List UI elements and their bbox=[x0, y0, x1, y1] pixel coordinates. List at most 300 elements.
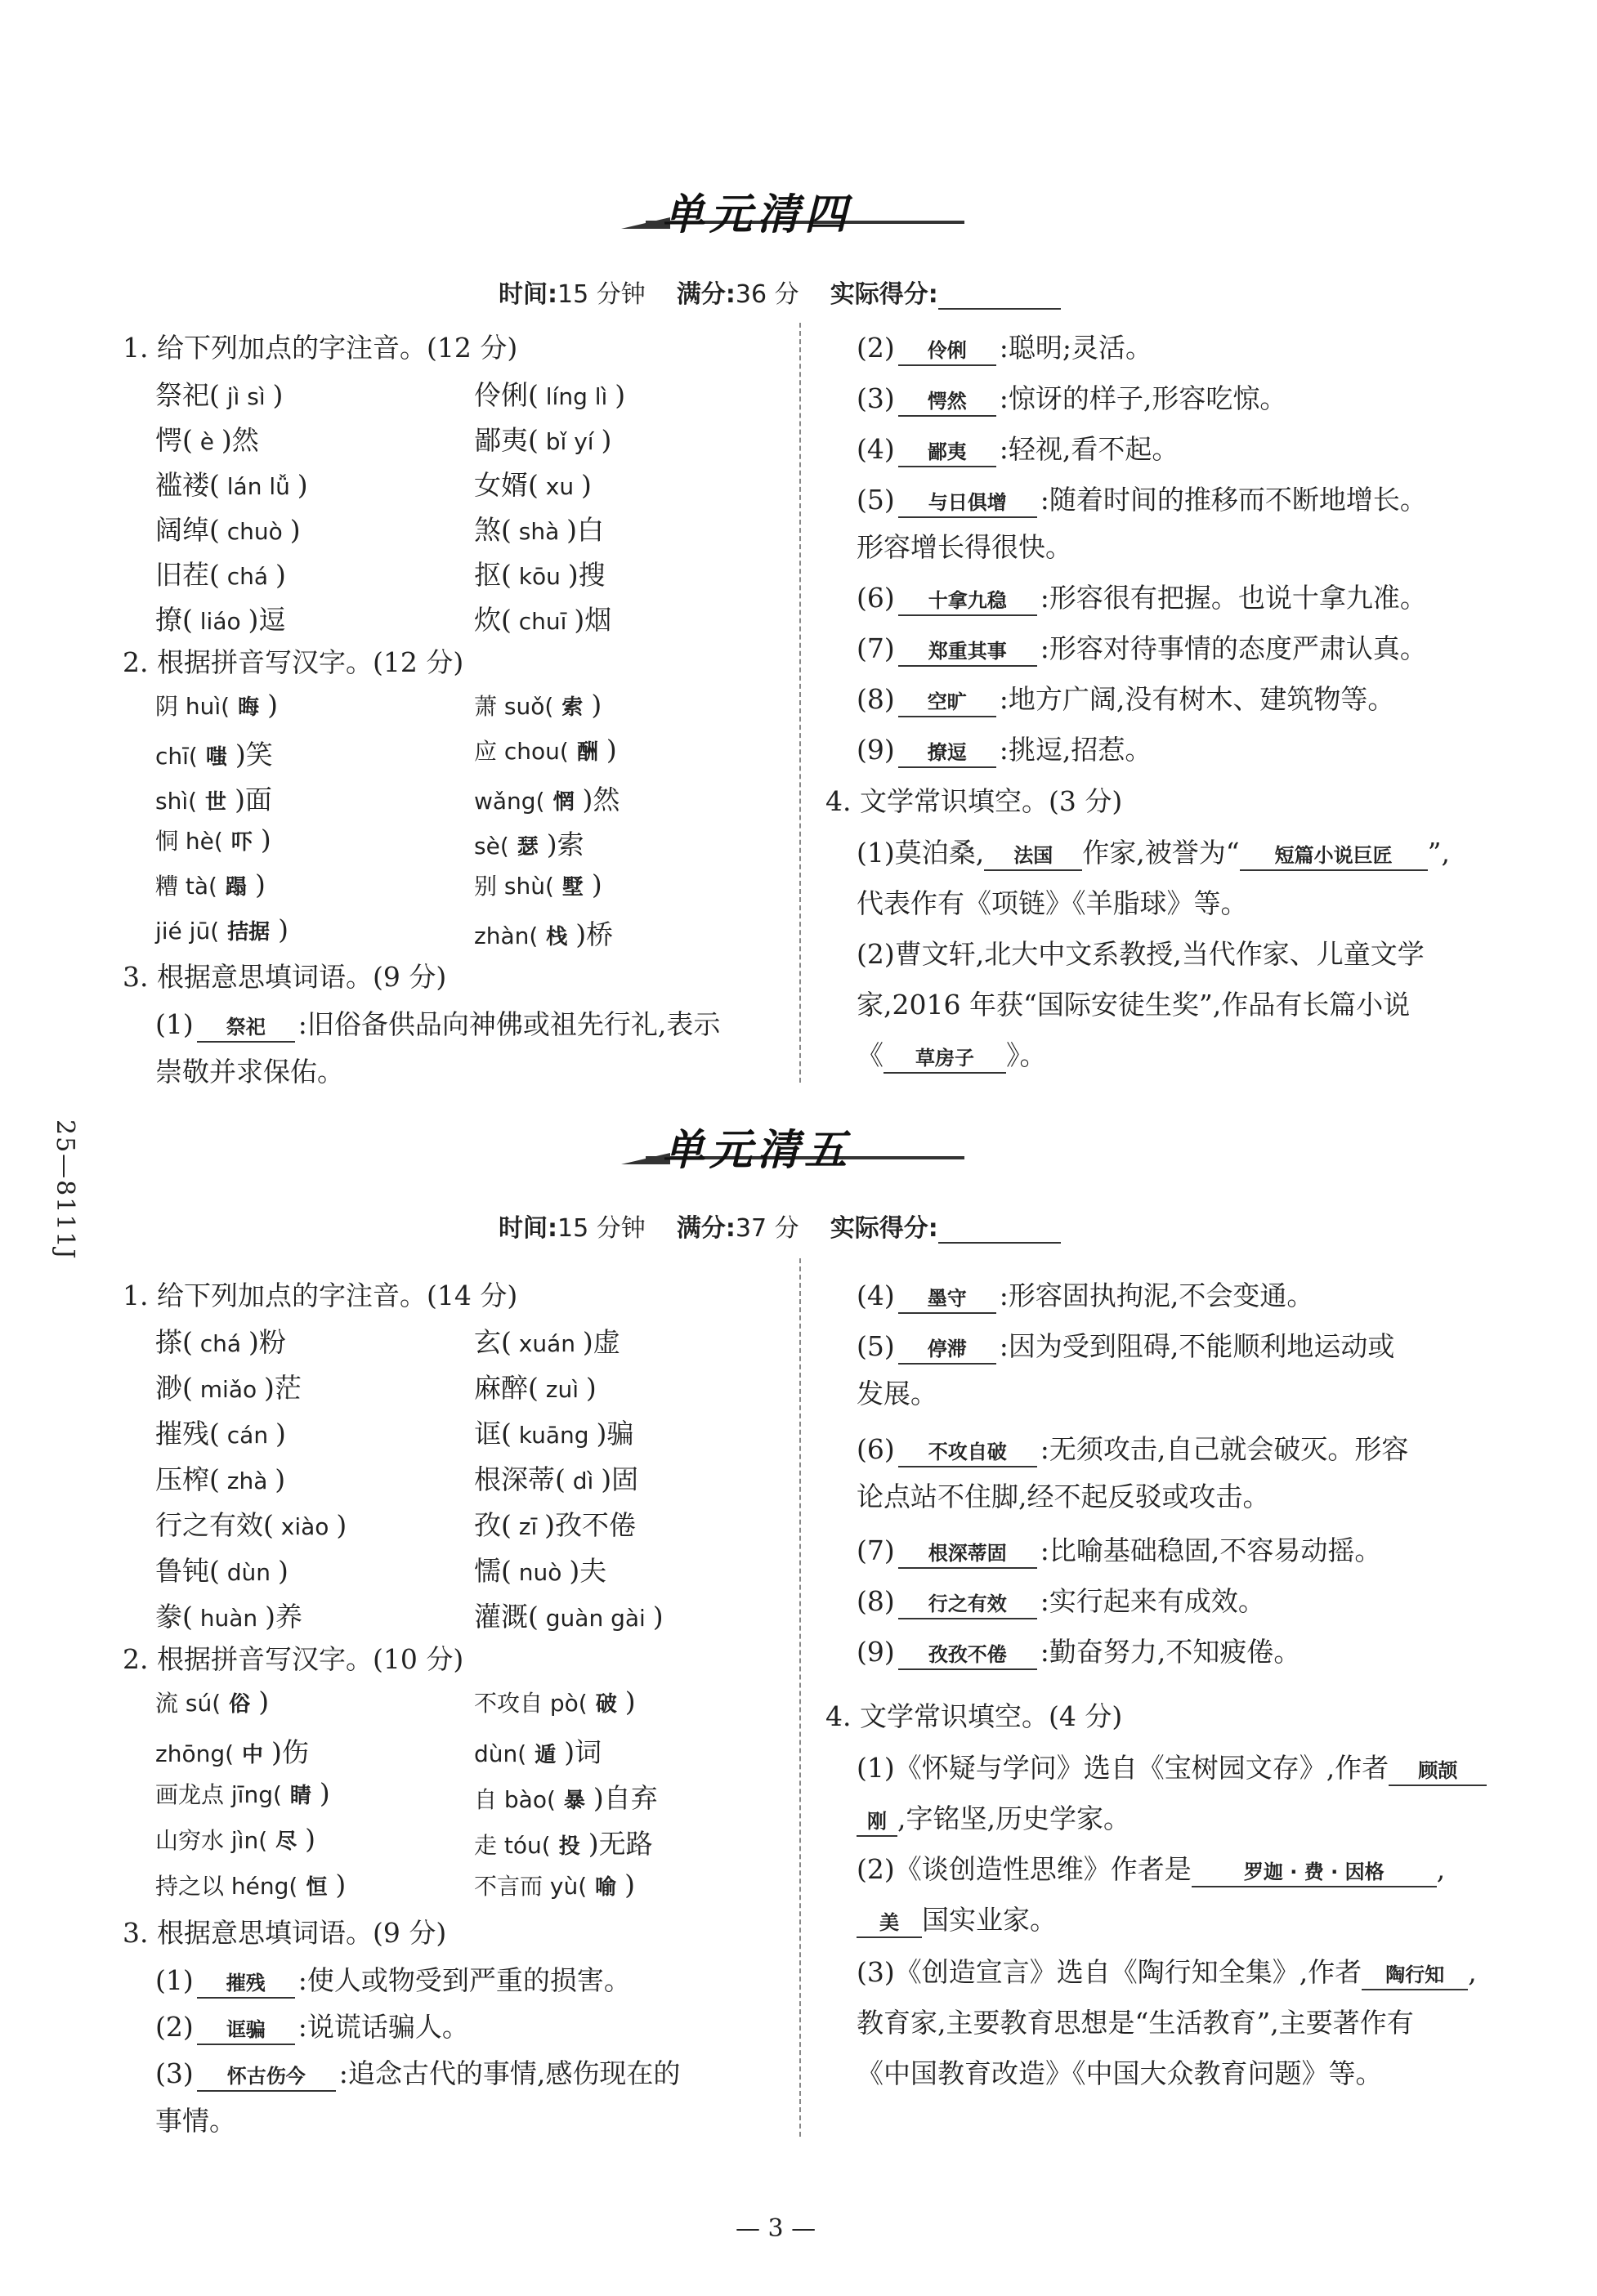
word-post: ) bbox=[267, 689, 278, 721]
pinyin-answer: dì bbox=[565, 1467, 602, 1494]
answer-blank: 诓骗 bbox=[197, 2016, 295, 2045]
hanzi-item bbox=[155, 869, 266, 901]
pinyin-prompt: 自 bào( bbox=[474, 1786, 556, 1813]
pinyin-prompt: 持之以 héng( bbox=[155, 1873, 298, 1900]
pinyin-prompt: 走 tóu( bbox=[474, 1832, 551, 1859]
word-pre: 女婿( bbox=[474, 469, 539, 501]
definition-continued: 形容增长得很快。 bbox=[857, 531, 1072, 563]
word-post: )逗 bbox=[248, 604, 286, 636]
pinyin-prompt: sè( bbox=[474, 833, 509, 860]
pinyin-item bbox=[155, 554, 286, 592]
definition-text: :形容对待事情的态度严肃认真。 bbox=[1040, 632, 1427, 664]
hanzi-item bbox=[155, 1686, 269, 1718]
answer-blank: 行之有效 bbox=[898, 1590, 1037, 1619]
actual-score-blank bbox=[938, 1219, 1061, 1244]
pinyin-item bbox=[474, 1321, 620, 1360]
pinyin-answer: chá bbox=[192, 1330, 248, 1357]
hanzi-answer: 蹋 bbox=[225, 875, 247, 900]
pinyin-item bbox=[474, 1504, 636, 1543]
pinyin-prompt: dùn( bbox=[474, 1740, 527, 1767]
hanzi-item bbox=[155, 1731, 309, 1770]
word-post: ) bbox=[336, 1509, 347, 1541]
answer-blank: 怀古伤今 bbox=[197, 2062, 336, 2092]
pinyin-answer: huàn bbox=[192, 1605, 266, 1632]
word-post: ) bbox=[260, 824, 271, 855]
word-pre: 压榨( bbox=[155, 1463, 220, 1495]
hanzi-answer: 墅 bbox=[561, 875, 584, 900]
unit4-q4-p2: (2)曹文轩,北大中文系教授,当代作家、儿童文学 bbox=[857, 938, 1425, 970]
word-post: )笑 bbox=[235, 739, 273, 771]
definition-item bbox=[155, 1003, 720, 1043]
item-number: (9) bbox=[857, 734, 895, 766]
unit4-meta: 时间:15 分钟 满分:36 分 实际得分: bbox=[499, 274, 1061, 310]
hanzi-item bbox=[155, 1777, 330, 1810]
item-number: (3) bbox=[155, 2057, 194, 2089]
hanzi-answer: 瑟 bbox=[517, 835, 539, 860]
word-pre: 懦( bbox=[474, 1555, 512, 1587]
definition-text: :地方广阔,没有树木、建筑物等。 bbox=[999, 683, 1395, 715]
unit4-title: 单元清四 bbox=[662, 190, 852, 239]
unit4-q4-heading: 4. 文学常识填空。(3 分) bbox=[825, 785, 1123, 817]
pinyin-answer: jì sì bbox=[219, 383, 273, 410]
word-pre: 行之有效( bbox=[155, 1509, 274, 1541]
pinyin-answer: bǐ yí bbox=[538, 428, 602, 455]
pinyin-answer: chá bbox=[219, 563, 275, 590]
answer-blank: 罗迦 · 费 · 因格 bbox=[1192, 1858, 1437, 1887]
answer-blank: 墨守 bbox=[898, 1284, 996, 1314]
answer-blank: 愕然 bbox=[898, 387, 996, 417]
pinyin-answer: kōu bbox=[511, 563, 568, 590]
definition-text: :惊讶的样子,形容吃惊。 bbox=[999, 382, 1287, 414]
definition-text: :因为受到阻碍,不能顺利地运动或 bbox=[999, 1330, 1395, 1362]
pinyin-answer: chuī bbox=[511, 608, 575, 635]
pinyin-prompt: 山穷水 jìn( bbox=[155, 1827, 268, 1854]
pinyin-prompt: 别 shù( bbox=[474, 873, 554, 900]
word-pre: 旧茬( bbox=[155, 559, 220, 591]
hanzi-answer: 吓 bbox=[230, 830, 253, 855]
word-post: ) bbox=[581, 469, 592, 501]
pinyin-item bbox=[155, 1413, 286, 1451]
pinyin-prompt: 画龙点 jīng( bbox=[155, 1781, 282, 1808]
definition-text: :说谎话骗人。 bbox=[297, 2011, 469, 2043]
pinyin-item bbox=[474, 1413, 633, 1451]
word-post: ) bbox=[585, 1372, 597, 1404]
word-post: )粉 bbox=[248, 1326, 286, 1358]
unit4-q2-heading: 2. 根据拼音写汉字。(12 分) bbox=[123, 646, 464, 678]
hanzi-item bbox=[474, 913, 613, 952]
hanzi-item bbox=[474, 824, 584, 862]
definition-text: :勤奋努力,不知疲倦。 bbox=[1040, 1636, 1301, 1668]
hanzi-answer: 暴 bbox=[563, 1789, 585, 1813]
item-number: (3) bbox=[857, 382, 895, 414]
definition-continued: 发展。 bbox=[857, 1378, 937, 1409]
pinyin-item bbox=[155, 464, 308, 503]
pinyin-prompt: 糟 tà( bbox=[155, 873, 217, 900]
answer-blank: 根深蒂固 bbox=[898, 1539, 1037, 1569]
hanzi-item bbox=[474, 1869, 635, 1901]
pinyin-item bbox=[474, 1550, 606, 1588]
hanzi-item bbox=[155, 734, 273, 772]
pinyin-item bbox=[474, 1458, 638, 1497]
hanzi-answer: 酬 bbox=[576, 740, 598, 765]
word-post: ) bbox=[275, 559, 286, 591]
hanzi-item bbox=[474, 1686, 636, 1718]
hanzi-answer: 栈 bbox=[546, 925, 568, 949]
definition-text: :比喻基础稳固,不容易动摇。 bbox=[1040, 1534, 1382, 1566]
pinyin-answer: xu bbox=[538, 473, 581, 500]
answer-blank: 空旷 bbox=[898, 688, 996, 717]
word-post: ) bbox=[278, 913, 289, 945]
word-pre: 愕( bbox=[155, 424, 193, 456]
pinyin-prompt: 阴 huì( bbox=[155, 693, 230, 720]
answer-blank: 美 bbox=[857, 1909, 922, 1938]
word-post: ) bbox=[275, 1418, 286, 1450]
hanzi-answer: 中 bbox=[242, 1743, 264, 1767]
hanzi-item bbox=[155, 913, 289, 945]
unit4-title-block bbox=[621, 180, 964, 253]
hanzi-answer: 惘 bbox=[552, 790, 575, 815]
hanzi-answer: 睛 bbox=[289, 1784, 311, 1808]
word-pre: 孜( bbox=[474, 1509, 512, 1541]
word-post: )然 bbox=[582, 784, 620, 815]
item-number: (8) bbox=[857, 1585, 895, 1617]
word-pre: 抠( bbox=[474, 559, 512, 591]
word-post: )索 bbox=[546, 829, 584, 860]
answer-blank: 鄙夷 bbox=[898, 438, 996, 467]
hanzi-item bbox=[474, 869, 602, 901]
hanzi-answer: 遁 bbox=[535, 1743, 557, 1767]
pinyin-item bbox=[474, 509, 604, 547]
item-number: (4) bbox=[857, 433, 895, 465]
hanzi-item bbox=[155, 689, 278, 721]
pinyin-prompt: chī( bbox=[155, 743, 198, 770]
word-post: ) bbox=[615, 379, 626, 411]
definition-item bbox=[857, 1580, 1265, 1619]
word-post: )孜不倦 bbox=[544, 1509, 637, 1541]
answer-blank: 草房子 bbox=[883, 1044, 1006, 1074]
definition-continued: 论点站不住脚,经不起反驳或攻击。 bbox=[857, 1481, 1270, 1512]
item-number: (1) bbox=[155, 1964, 194, 1996]
word-post: )自弃 bbox=[593, 1782, 658, 1814]
definition-item bbox=[857, 678, 1394, 717]
definition-item bbox=[155, 1959, 631, 1999]
item-number: (2) bbox=[155, 2011, 194, 2043]
answer-blank: 停滞 bbox=[898, 1335, 996, 1365]
pinyin-answer: cán bbox=[219, 1422, 275, 1449]
answer-blank: 不攻自破 bbox=[898, 1438, 1037, 1467]
word-post: ) bbox=[624, 1686, 636, 1718]
definition-continued: 事情。 bbox=[155, 2105, 236, 2137]
word-post: )虚 bbox=[582, 1326, 620, 1358]
unit5-q4-p3-cont2: 《中国教育改造》《中国大众教育问题》等。 bbox=[857, 2057, 1383, 2089]
word-pre: 根深蒂( bbox=[474, 1463, 566, 1495]
hanzi-item bbox=[474, 1777, 658, 1816]
hanzi-answer: 世 bbox=[205, 790, 227, 815]
pinyin-answer: guàn gài bbox=[538, 1605, 653, 1632]
word-post: ) bbox=[591, 869, 602, 900]
unit5-q4-p3: (3)《创造宣言》选自《陶行知全集》,作者 陶行知 , bbox=[857, 1951, 1477, 1990]
definition-item bbox=[857, 1530, 1381, 1569]
hanzi-answer: 拮据 bbox=[227, 920, 271, 945]
word-pre: 鲁钝( bbox=[155, 1555, 220, 1587]
hanzi-answer: 恒 bbox=[306, 1875, 328, 1900]
word-post: )烟 bbox=[574, 604, 612, 636]
word-post: ) bbox=[606, 734, 617, 766]
word-post: ) bbox=[601, 424, 612, 456]
pinyin-prompt: 不言而 yù( bbox=[474, 1873, 588, 1900]
definition-continued: 崇敬并求保佑。 bbox=[155, 1056, 344, 1088]
hanzi-answer: 尽 bbox=[275, 1829, 297, 1854]
word-post: ) bbox=[652, 1601, 664, 1633]
word-post: ) bbox=[277, 1555, 289, 1587]
unit5-q1-heading: 1. 给下列加点的字注音。(14 分) bbox=[123, 1280, 518, 1311]
pinyin-answer: zuì bbox=[538, 1376, 586, 1403]
unit4-q4-p2-cont2: 《 草房子 》。 bbox=[857, 1034, 1047, 1074]
definition-text: :轻视,看不起。 bbox=[999, 433, 1179, 465]
hanzi-item bbox=[155, 824, 271, 856]
pinyin-answer: dùn bbox=[219, 1559, 278, 1586]
definition-item bbox=[857, 1428, 1408, 1467]
definition-item bbox=[857, 729, 1152, 768]
answer-blank: 撩逗 bbox=[898, 739, 996, 768]
hanzi-item bbox=[474, 689, 602, 721]
item-number: (9) bbox=[857, 1636, 895, 1668]
pinyin-answer: líng lì bbox=[538, 383, 615, 410]
pinyin-item bbox=[474, 1596, 664, 1634]
word-post: ) bbox=[591, 689, 602, 721]
definition-item bbox=[857, 479, 1427, 518]
pinyin-prompt: 恫 hè( bbox=[155, 828, 223, 855]
word-pre: 豢( bbox=[155, 1601, 193, 1633]
hanzi-item bbox=[155, 1823, 315, 1856]
word-pre: 煞( bbox=[474, 514, 512, 546]
hanzi-item bbox=[474, 779, 620, 817]
unit4-q4-p2-cont: 家,2016 年获“国际安徒生奖”,作品有长篇小说 bbox=[857, 989, 1411, 1021]
answer-blank: 与日俱增 bbox=[898, 489, 1037, 518]
answer-blank: 伶俐 bbox=[898, 337, 996, 366]
word-post: )固 bbox=[601, 1463, 639, 1495]
definition-item bbox=[155, 2006, 469, 2045]
word-post: )伤 bbox=[271, 1736, 309, 1768]
pinyin-answer: kuāng bbox=[511, 1422, 597, 1449]
word-post: ) bbox=[272, 379, 284, 411]
answer-blank: 法国 bbox=[984, 842, 1082, 871]
unit5-q4-p2: (2)《谈创造性思维》作者是 罗迦 · 费 · 因格 , bbox=[857, 1848, 1445, 1887]
hanzi-answer: 索 bbox=[561, 695, 584, 720]
item-number: (1) bbox=[155, 1008, 194, 1040]
answer-blank: 孜孜不倦 bbox=[898, 1641, 1037, 1670]
word-post: ) bbox=[319, 1777, 330, 1809]
pinyin-item bbox=[474, 419, 611, 458]
word-pre: 伶俐( bbox=[474, 379, 539, 411]
word-post: ) bbox=[275, 1463, 286, 1495]
item-number: (7) bbox=[857, 632, 895, 664]
pinyin-prompt: 应 chou( bbox=[474, 738, 569, 765]
word-post: )骗 bbox=[596, 1418, 634, 1450]
unit4-q4-p1: (1)莫泊桑, 法国 作家,被誉为“ 短篇小说巨匠 ”, bbox=[857, 832, 1450, 871]
unit5-column-divider bbox=[799, 1258, 801, 2137]
page-number: — 3 — bbox=[736, 2214, 816, 2243]
pinyin-answer: liáo bbox=[192, 608, 248, 635]
definition-item bbox=[857, 628, 1427, 667]
pinyin-item bbox=[155, 1367, 302, 1405]
word-post: )夫 bbox=[569, 1555, 607, 1587]
definition-item bbox=[857, 428, 1179, 467]
word-post: ) bbox=[297, 469, 308, 501]
unit5-meta: 时间:15 分钟 满分:37 分 实际得分: bbox=[499, 1208, 1061, 1244]
word-post: )搜 bbox=[567, 559, 606, 591]
pinyin-prompt: wǎng( bbox=[474, 788, 545, 815]
pinyin-prompt: zhàn( bbox=[474, 922, 539, 949]
word-pre: 炊( bbox=[474, 604, 512, 636]
hanzi-answer: 俗 bbox=[229, 1692, 251, 1717]
unit5-q4-p1: (1)《怀疑与学问》选自《宝树园文存》,作者 顾颉 bbox=[857, 1747, 1487, 1786]
pinyin-answer: xiào bbox=[273, 1513, 337, 1540]
pinyin-item bbox=[474, 464, 592, 503]
pinyin-item bbox=[155, 1458, 285, 1497]
definition-text: :无须攻击,自己就会破灭。形容 bbox=[1040, 1433, 1409, 1465]
pinyin-prompt: zhōng( bbox=[155, 1740, 235, 1767]
answer-blank: 摧残 bbox=[197, 1969, 295, 1999]
pinyin-prompt: 不攻自 pò( bbox=[474, 1690, 588, 1717]
definition-text: :使人或物受到严重的损害。 bbox=[297, 1964, 631, 1996]
definition-item bbox=[857, 327, 1152, 366]
word-pre: 褴褛( bbox=[155, 469, 220, 501]
hanzi-answer: 喻 bbox=[595, 1875, 617, 1900]
word-post: )词 bbox=[564, 1736, 602, 1768]
word-pre: 渺( bbox=[155, 1372, 193, 1404]
pinyin-answer: lán lǚ bbox=[219, 473, 297, 500]
word-post: ) bbox=[305, 1823, 316, 1855]
pinyin-item bbox=[155, 599, 285, 637]
pinyin-item bbox=[155, 419, 259, 458]
pinyin-item bbox=[474, 374, 625, 413]
pinyin-item bbox=[155, 509, 301, 547]
unit5-q3-heading: 3. 根据意思填词语。(9 分) bbox=[123, 1917, 447, 1949]
word-pre: 祭祀( bbox=[155, 379, 220, 411]
word-post: ) bbox=[254, 869, 266, 900]
pinyin-answer: xuán bbox=[511, 1330, 583, 1357]
definition-text: :聪明;灵活。 bbox=[999, 332, 1152, 364]
pinyin-item bbox=[155, 1596, 302, 1634]
word-post: )然 bbox=[221, 424, 259, 456]
pinyin-answer: chuò bbox=[219, 518, 290, 545]
answer-blank: 顾颉 bbox=[1389, 1757, 1487, 1786]
pinyin-item bbox=[474, 1367, 597, 1405]
definition-text: :随着时间的推移而不断地增长。 bbox=[1040, 484, 1427, 516]
word-post: )养 bbox=[265, 1601, 302, 1633]
word-post: ) bbox=[624, 1869, 636, 1901]
unit4-column-divider bbox=[799, 323, 801, 1083]
actual-score-blank bbox=[938, 285, 1061, 310]
word-post: ) bbox=[289, 514, 301, 546]
pinyin-item bbox=[474, 554, 606, 592]
hanzi-answer: 晦 bbox=[238, 695, 260, 720]
word-pre: 撩( bbox=[155, 604, 193, 636]
word-pre: 诓( bbox=[474, 1418, 512, 1450]
definition-item bbox=[857, 1325, 1394, 1365]
definition-item bbox=[857, 1275, 1313, 1314]
word-post: ) bbox=[258, 1686, 270, 1718]
definition-text: :追念古代的事情,感伤现在的 bbox=[338, 2057, 681, 2089]
pinyin-item bbox=[155, 1550, 289, 1588]
answer-blank: 郑重其事 bbox=[898, 637, 1037, 667]
answer-blank: 短篇小说巨匠 bbox=[1240, 842, 1428, 871]
side-code: 25—8111J bbox=[51, 1119, 79, 1261]
unit5-q2-heading: 2. 根据拼音写汉字。(10 分) bbox=[123, 1643, 464, 1675]
pinyin-prompt: 萧 suǒ( bbox=[474, 693, 554, 720]
definition-item bbox=[857, 377, 1286, 417]
item-number: (2) bbox=[857, 332, 895, 364]
pinyin-item bbox=[474, 599, 611, 637]
item-number: (5) bbox=[857, 1330, 895, 1362]
answer-blank: 十拿九稳 bbox=[898, 587, 1037, 616]
unit4-q4-p1-cont: 代表作有《项链》《羊脂球》等。 bbox=[857, 887, 1248, 919]
unit5-q4-p1-cont: 刚 ,字铭坚,历史学家。 bbox=[857, 1798, 1130, 1837]
item-number: (5) bbox=[857, 484, 895, 516]
unit5-title: 单元清五 bbox=[662, 1126, 852, 1175]
definition-item bbox=[155, 2053, 680, 2092]
pinyin-answer: zī bbox=[511, 1513, 545, 1540]
definition-text: :形容固执拘泥,不会变通。 bbox=[999, 1280, 1314, 1311]
pinyin-prompt: jié jū( bbox=[155, 918, 220, 945]
pinyin-prompt: 流 sú( bbox=[155, 1690, 221, 1717]
hanzi-item bbox=[155, 779, 272, 817]
pinyin-item bbox=[155, 374, 283, 413]
unit4-q1-heading: 1. 给下列加点的字注音。(12 分) bbox=[123, 332, 518, 364]
answer-blank: 陶行知 bbox=[1362, 1961, 1468, 1990]
hanzi-item bbox=[155, 1869, 346, 1901]
definition-item bbox=[857, 1631, 1300, 1670]
pinyin-prompt: shì( bbox=[155, 788, 198, 815]
definition-item bbox=[857, 577, 1427, 616]
hanzi-answer: 嗤 bbox=[205, 745, 227, 770]
pinyin-item bbox=[155, 1504, 347, 1543]
unit5-q4-heading: 4. 文学常识填空。(4 分) bbox=[825, 1700, 1123, 1732]
pinyin-answer: miǎo bbox=[192, 1376, 265, 1403]
unit5-q4-p3-cont: 教育家,主要教育思想是“生活教育”,主要著作有 bbox=[857, 2007, 1414, 2039]
unit5-q4-p2-cont: 美 国实业家。 bbox=[857, 1899, 1057, 1938]
item-number: (8) bbox=[857, 683, 895, 715]
item-number: (4) bbox=[857, 1280, 895, 1311]
pinyin-answer: zhà bbox=[219, 1467, 275, 1494]
word-pre: 灌溉( bbox=[474, 1601, 539, 1633]
hanzi-item bbox=[474, 734, 617, 766]
pinyin-answer: è bbox=[192, 428, 221, 455]
hanzi-answer: 破 bbox=[595, 1692, 617, 1717]
word-post: )茫 bbox=[264, 1372, 302, 1404]
word-pre: 摧残( bbox=[155, 1418, 220, 1450]
pinyin-answer: nuò bbox=[511, 1559, 570, 1586]
unit5-title-block bbox=[621, 1115, 964, 1189]
hanzi-answer: 投 bbox=[558, 1834, 580, 1859]
definition-text: :形容很有把握。也说十拿九准。 bbox=[1040, 582, 1427, 614]
hanzi-item bbox=[474, 1731, 602, 1770]
answer-blank: 祭祀 bbox=[197, 1013, 295, 1043]
word-post: )无路 bbox=[588, 1828, 653, 1860]
word-pre: 玄( bbox=[474, 1326, 512, 1358]
pinyin-answer: shà bbox=[511, 518, 567, 545]
definition-text: :挑逗,招惹。 bbox=[999, 734, 1152, 766]
word-pre: 阔绰( bbox=[155, 514, 220, 546]
word-pre: 麻醉( bbox=[474, 1372, 539, 1404]
answer-blank: 刚 bbox=[857, 1807, 897, 1837]
definition-text: :旧俗备供品向神佛或祖先行礼,表示 bbox=[297, 1008, 721, 1040]
word-post: )桥 bbox=[575, 918, 614, 950]
definition-text: :实行起来有成效。 bbox=[1040, 1585, 1265, 1617]
hanzi-item bbox=[474, 1823, 653, 1861]
item-number: (7) bbox=[857, 1534, 895, 1566]
